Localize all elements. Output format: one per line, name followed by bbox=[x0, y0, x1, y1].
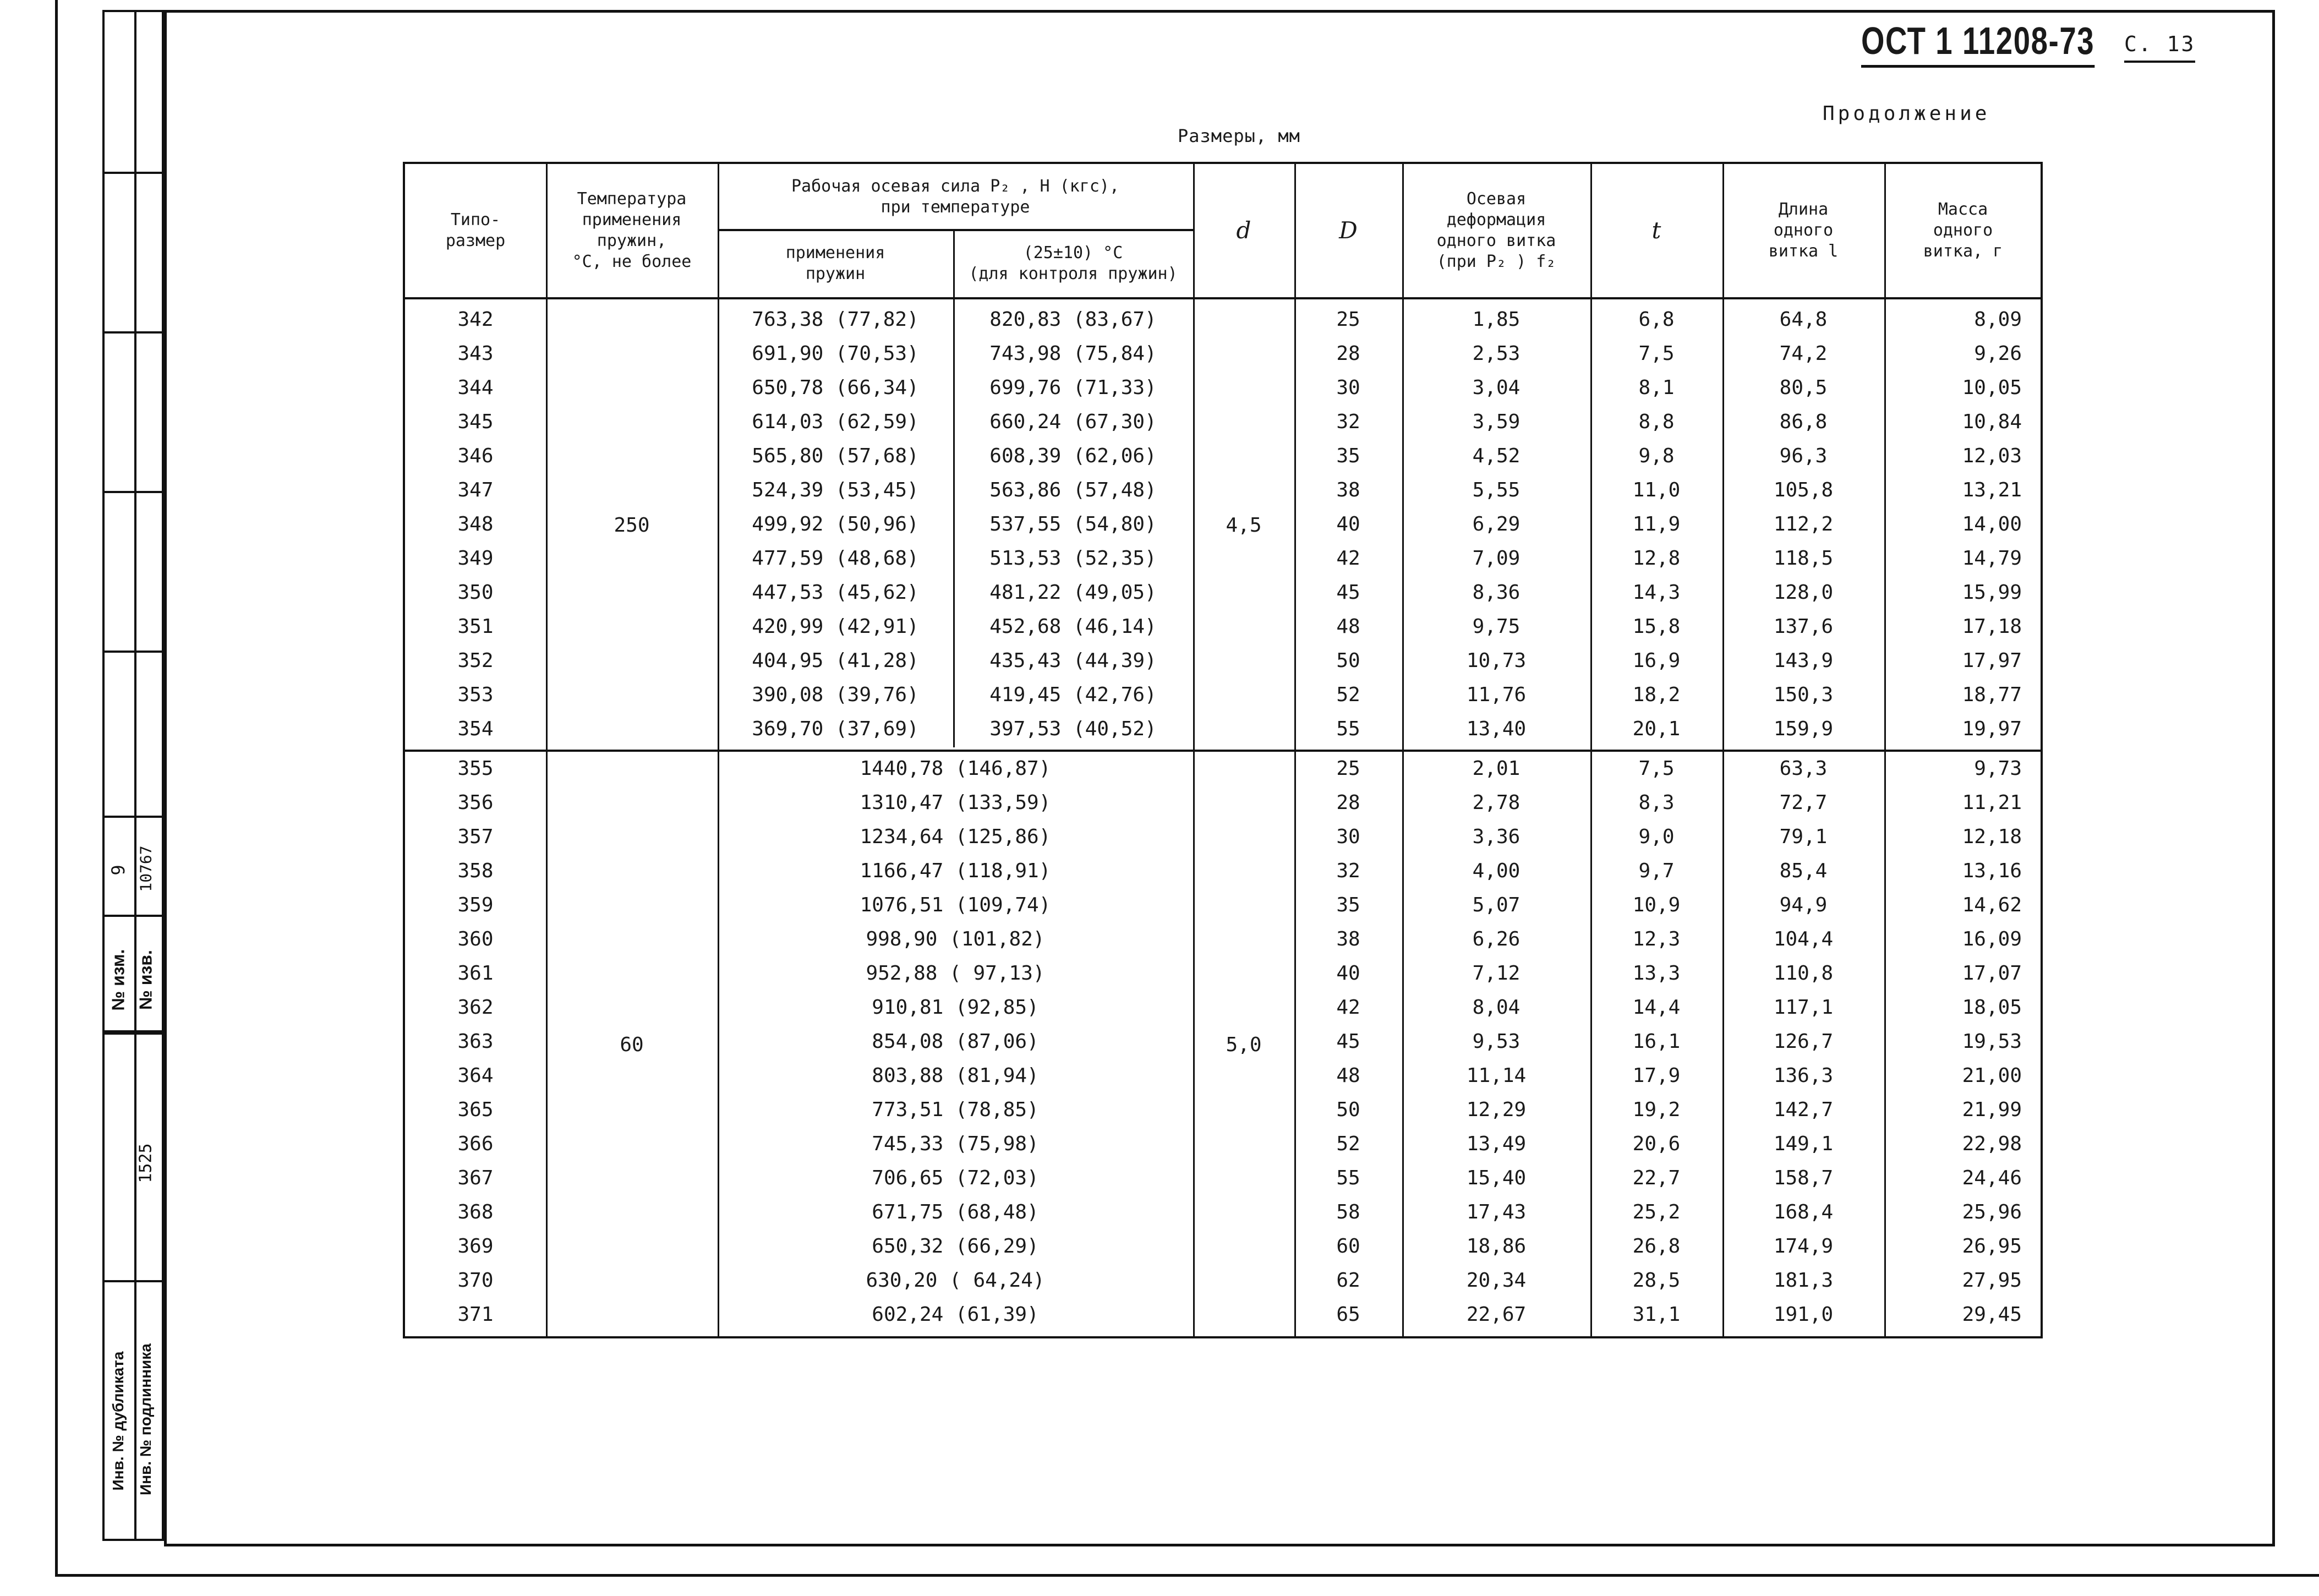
cell-length: 159,9 bbox=[1773, 718, 1834, 740]
cell-pitch: 19,2 bbox=[1632, 1098, 1681, 1121]
cell-force: 745,33 (75,98) bbox=[872, 1133, 1039, 1155]
cell-force: 602,24 (61,39) bbox=[872, 1303, 1039, 1326]
cell-force: 1310,47 (133,59) bbox=[860, 791, 1051, 814]
cell-deformation: 2,01 bbox=[1472, 757, 1521, 780]
cell-coil-diameter: 50 bbox=[1336, 1098, 1360, 1121]
cell-coil-diameter: 30 bbox=[1336, 826, 1360, 848]
stamp-strip-bottom bbox=[102, 1030, 164, 1541]
table-row bbox=[405, 1298, 2041, 1332]
cell-coil-diameter: 40 bbox=[1336, 962, 1360, 985]
cell-pitch: 20,6 bbox=[1632, 1133, 1681, 1155]
table-row bbox=[405, 991, 2041, 1025]
group-2-temperature: 60 bbox=[620, 1034, 644, 1056]
cell-pitch: 17,9 bbox=[1632, 1064, 1681, 1087]
cell-force: 630,20 ( 64,24) bbox=[866, 1269, 1045, 1292]
cell-type: 355 bbox=[457, 757, 494, 780]
cell-pitch: 7,5 bbox=[1638, 757, 1675, 780]
cell-pitch: 13,3 bbox=[1632, 962, 1681, 985]
cell-force-use: 763,38 (77,82) bbox=[752, 308, 919, 331]
cell-deformation: 15,40 bbox=[1466, 1167, 1527, 1189]
cell-mass: 24,46 bbox=[1962, 1167, 2022, 1189]
cell-pitch: 16,9 bbox=[1632, 649, 1681, 672]
cell-force-use: 447,53 (45,62) bbox=[752, 581, 919, 604]
cell-length: 149,1 bbox=[1773, 1133, 1834, 1155]
cell-type: 371 bbox=[457, 1303, 494, 1326]
dimensions-note: Размеры, мм bbox=[1178, 125, 1300, 146]
header-type: Типо- размер bbox=[445, 210, 506, 250]
cell-type: 346 bbox=[457, 445, 494, 467]
cell-force: 910,81 (92,85) bbox=[872, 996, 1039, 1019]
cell-length: 79,1 bbox=[1779, 826, 1828, 848]
header-D: D bbox=[1339, 217, 1358, 244]
cell-force-use: 650,78 (66,34) bbox=[752, 376, 919, 399]
cell-mass: 18,77 bbox=[1962, 684, 2022, 706]
notice-number-label: № изв. bbox=[135, 950, 156, 1010]
cell-coil-diameter: 28 bbox=[1336, 791, 1360, 814]
cell-type: 344 bbox=[457, 376, 494, 399]
cell-force-use: 565,80 (57,68) bbox=[752, 445, 919, 467]
cell-force-use: 404,95 (41,28) bbox=[752, 649, 919, 672]
cell-mass: 13,16 bbox=[1962, 860, 2022, 882]
cell-pitch: 25,2 bbox=[1632, 1201, 1681, 1223]
cell-mass: 21,99 bbox=[1962, 1098, 2022, 1121]
group-2-wire-diameter: 5,0 bbox=[1226, 1034, 1262, 1056]
cell-length: 112,2 bbox=[1773, 513, 1834, 535]
table-row bbox=[405, 956, 2041, 991]
cell-length: 137,6 bbox=[1773, 615, 1834, 638]
cell-mass: 8,09 bbox=[1974, 308, 2022, 331]
cell-deformation: 3,04 bbox=[1472, 376, 1521, 399]
cell-deformation: 7,12 bbox=[1472, 962, 1521, 985]
cell-length: 168,4 bbox=[1773, 1201, 1834, 1223]
inventory-number: 1525 bbox=[136, 1143, 156, 1183]
cell-type: 367 bbox=[457, 1167, 494, 1189]
cell-deformation: 5,55 bbox=[1472, 479, 1521, 501]
cell-pitch: 18,2 bbox=[1632, 684, 1681, 706]
cell-mass: 21,00 bbox=[1962, 1064, 2022, 1087]
cell-pitch: 11,0 bbox=[1632, 479, 1681, 501]
table-row bbox=[405, 371, 2041, 405]
table-row bbox=[405, 644, 2041, 678]
notice-number: 10767 bbox=[136, 845, 155, 892]
cell-length: 126,7 bbox=[1773, 1030, 1834, 1053]
cell-mass: 9,26 bbox=[1974, 342, 2022, 365]
cell-deformation: 4,00 bbox=[1472, 860, 1521, 882]
cell-force-use: 499,92 (50,96) bbox=[752, 513, 919, 535]
cell-force: 1076,51 (109,74) bbox=[860, 894, 1051, 916]
cell-length: 85,4 bbox=[1779, 860, 1828, 882]
cell-type: 353 bbox=[457, 684, 494, 706]
page-border-left bbox=[55, 0, 58, 1575]
cell-force-use: 369,70 (37,69) bbox=[752, 718, 919, 740]
cell-type: 358 bbox=[457, 860, 494, 882]
header-force-group: Рабочая осевая сила P₂ , Н (кгс), при температуре bbox=[791, 177, 1120, 217]
cell-length: 72,7 bbox=[1779, 791, 1828, 814]
cell-type: 352 bbox=[457, 649, 494, 672]
cell-type: 360 bbox=[457, 928, 494, 950]
cell-length: 104,4 bbox=[1773, 928, 1834, 950]
cell-coil-diameter: 35 bbox=[1336, 445, 1360, 467]
cell-pitch: 22,7 bbox=[1632, 1167, 1681, 1189]
table-row bbox=[405, 922, 2041, 956]
page-border-bottom bbox=[55, 1574, 2319, 1577]
cell-deformation: 11,76 bbox=[1466, 684, 1527, 706]
cell-force: 952,88 ( 97,13) bbox=[866, 962, 1045, 985]
cell-mass: 17,97 bbox=[1962, 649, 2022, 672]
cell-type: 361 bbox=[457, 962, 494, 985]
cell-coil-diameter: 25 bbox=[1336, 757, 1360, 780]
cell-mass: 27,95 bbox=[1962, 1269, 2022, 1292]
cell-deformation: 3,59 bbox=[1472, 411, 1521, 433]
cell-deformation: 20,34 bbox=[1466, 1269, 1527, 1292]
cell-mass: 16,09 bbox=[1962, 928, 2022, 950]
header-force-use: применения пружин bbox=[785, 243, 885, 283]
cell-coil-diameter: 38 bbox=[1336, 479, 1360, 501]
cell-pitch: 8,3 bbox=[1638, 791, 1675, 814]
cell-force-control: 563,86 (57,48) bbox=[989, 479, 1157, 501]
cell-pitch: 9,8 bbox=[1638, 445, 1675, 467]
cell-deformation: 2,53 bbox=[1472, 342, 1521, 365]
cell-force: 706,65 (72,03) bbox=[872, 1167, 1039, 1189]
cell-length: 191,0 bbox=[1773, 1303, 1834, 1326]
cell-mass: 10,05 bbox=[1962, 376, 2022, 399]
cell-coil-diameter: 55 bbox=[1336, 1167, 1360, 1189]
cell-length: 86,8 bbox=[1779, 411, 1828, 433]
cell-force-control: 419,45 (42,76) bbox=[989, 684, 1157, 706]
cell-pitch: 12,3 bbox=[1632, 928, 1681, 950]
cell-coil-diameter: 55 bbox=[1336, 718, 1360, 740]
cell-pitch: 10,9 bbox=[1632, 894, 1681, 916]
header-d: d bbox=[1236, 217, 1251, 244]
cell-length: 117,1 bbox=[1773, 996, 1834, 1019]
cell-type: 342 bbox=[457, 308, 494, 331]
cell-mass: 12,18 bbox=[1962, 826, 2022, 848]
table-row bbox=[405, 610, 2041, 644]
table-row bbox=[405, 542, 2041, 576]
cell-coil-diameter: 58 bbox=[1336, 1201, 1360, 1223]
spring-table bbox=[403, 162, 2043, 1338]
change-number-label: № изм. bbox=[108, 949, 128, 1011]
cell-deformation: 6,26 bbox=[1472, 928, 1521, 950]
cell-type: 356 bbox=[457, 791, 494, 814]
cell-deformation: 17,43 bbox=[1466, 1201, 1527, 1223]
cell-mass: 25,96 bbox=[1962, 1201, 2022, 1223]
table-row bbox=[405, 854, 2041, 888]
cell-pitch: 6,8 bbox=[1638, 308, 1675, 331]
cell-force-control: 435,43 (44,39) bbox=[989, 649, 1157, 672]
table-row bbox=[405, 1264, 2041, 1298]
cell-mass: 11,21 bbox=[1962, 791, 2022, 814]
table-row bbox=[405, 1025, 2041, 1059]
cell-force-control: 397,53 (40,52) bbox=[989, 718, 1157, 740]
table-row bbox=[405, 1229, 2041, 1264]
cell-coil-diameter: 52 bbox=[1336, 1133, 1360, 1155]
table-row bbox=[405, 507, 2041, 542]
cell-mass: 19,53 bbox=[1962, 1030, 2022, 1053]
header-t: t bbox=[1651, 217, 1661, 244]
cell-force-control: 699,76 (71,33) bbox=[989, 376, 1157, 399]
cell-type: 364 bbox=[457, 1064, 494, 1087]
cell-type: 366 bbox=[457, 1133, 494, 1155]
cell-type: 351 bbox=[457, 615, 494, 638]
cell-type: 348 bbox=[457, 513, 494, 535]
cell-force: 1234,64 (125,86) bbox=[860, 826, 1051, 848]
cell-coil-diameter: 35 bbox=[1336, 894, 1360, 916]
cell-force: 803,88 (81,94) bbox=[872, 1064, 1039, 1087]
cell-pitch: 9,7 bbox=[1638, 860, 1675, 882]
cell-force-control: 608,39 (62,06) bbox=[989, 445, 1157, 467]
cell-pitch: 28,5 bbox=[1632, 1269, 1681, 1292]
cell-coil-diameter: 42 bbox=[1336, 996, 1360, 1019]
cell-force-use: 390,08 (39,76) bbox=[752, 684, 919, 706]
cell-pitch: 9,0 bbox=[1638, 826, 1675, 848]
cell-coil-diameter: 48 bbox=[1336, 615, 1360, 638]
cell-pitch: 31,1 bbox=[1632, 1303, 1681, 1326]
cell-mass: 18,05 bbox=[1962, 996, 2022, 1019]
cell-coil-diameter: 50 bbox=[1336, 649, 1360, 672]
cell-pitch: 7,5 bbox=[1638, 342, 1675, 365]
cell-pitch: 20,1 bbox=[1632, 718, 1681, 740]
cell-pitch: 15,8 bbox=[1632, 615, 1681, 638]
cell-coil-diameter: 48 bbox=[1336, 1064, 1360, 1087]
cell-deformation: 22,67 bbox=[1466, 1303, 1527, 1326]
header-force-control: (25±10) °С (для контроля пружин) bbox=[969, 243, 1178, 283]
header-length: Длина одного витка l bbox=[1768, 200, 1839, 261]
table-row bbox=[405, 1093, 2041, 1127]
cell-force-control: 660,24 (67,30) bbox=[989, 411, 1157, 433]
cell-type: 347 bbox=[457, 479, 494, 501]
cell-deformation: 13,49 bbox=[1466, 1133, 1527, 1155]
cell-pitch: 8,1 bbox=[1638, 376, 1675, 399]
table-row bbox=[405, 303, 2041, 337]
cell-length: 110,8 bbox=[1773, 962, 1834, 985]
cell-force-control: 481,22 (49,05) bbox=[989, 581, 1157, 604]
cell-pitch: 14,4 bbox=[1632, 996, 1681, 1019]
cell-force: 650,32 (66,29) bbox=[872, 1235, 1039, 1258]
cell-mass: 14,62 bbox=[1962, 894, 2022, 916]
cell-deformation: 13,40 bbox=[1466, 718, 1527, 740]
table-row bbox=[405, 1161, 2041, 1195]
cell-deformation: 9,75 bbox=[1472, 615, 1521, 638]
table-row bbox=[405, 1059, 2041, 1093]
table-row bbox=[405, 712, 2041, 746]
cell-coil-diameter: 25 bbox=[1336, 308, 1360, 331]
cell-deformation: 12,29 bbox=[1466, 1098, 1527, 1121]
cell-type: 363 bbox=[457, 1030, 494, 1053]
cell-length: 63,3 bbox=[1779, 757, 1828, 780]
group-1-wire-diameter: 4,5 bbox=[1226, 514, 1262, 537]
cell-force-use: 420,99 (42,91) bbox=[752, 615, 919, 638]
continuation-label: Продолжение bbox=[1823, 102, 1990, 125]
cell-length: 94,9 bbox=[1779, 894, 1828, 916]
cell-deformation: 8,04 bbox=[1472, 996, 1521, 1019]
cell-force: 1440,78 (146,87) bbox=[860, 757, 1051, 780]
original-inv-label: Инв. № подлинника bbox=[137, 1343, 154, 1495]
cell-type: 354 bbox=[457, 718, 494, 740]
cell-force: 773,51 (78,85) bbox=[872, 1098, 1039, 1121]
header-temperature: Температура применения пружин, °С, не более bbox=[572, 189, 692, 271]
cell-deformation: 6,29 bbox=[1472, 513, 1521, 535]
duplicate-inv-label: Инв. № дубликата bbox=[110, 1351, 127, 1491]
header-mass: Масса одного витка, г bbox=[1923, 200, 2003, 261]
header-deformation: Осевая деформация одного витка (при P₂ ) f₂ bbox=[1436, 189, 1556, 271]
cell-coil-diameter: 60 bbox=[1336, 1235, 1360, 1258]
cell-force-control: 743,98 (75,84) bbox=[989, 342, 1157, 365]
stamp-strip-top bbox=[102, 10, 164, 1035]
table-row bbox=[405, 1127, 2041, 1161]
cell-mass: 14,79 bbox=[1962, 547, 2022, 570]
cell-length: 181,3 bbox=[1773, 1269, 1834, 1292]
cell-coil-diameter: 45 bbox=[1336, 1030, 1360, 1053]
cell-type: 370 bbox=[457, 1269, 494, 1292]
cell-coil-diameter: 42 bbox=[1336, 547, 1360, 570]
cell-coil-diameter: 32 bbox=[1336, 860, 1360, 882]
table-row bbox=[405, 439, 2041, 473]
cell-length: 128,0 bbox=[1773, 581, 1834, 604]
table-row bbox=[405, 473, 2041, 507]
cell-pitch: 8,8 bbox=[1638, 411, 1675, 433]
cell-mass: 13,21 bbox=[1962, 479, 2022, 501]
cell-deformation: 4,52 bbox=[1472, 445, 1521, 467]
cell-mass: 17,18 bbox=[1962, 615, 2022, 638]
cell-deformation: 18,86 bbox=[1466, 1235, 1527, 1258]
cell-coil-diameter: 28 bbox=[1336, 342, 1360, 365]
cell-deformation: 9,53 bbox=[1472, 1030, 1521, 1053]
cell-length: 142,7 bbox=[1773, 1098, 1834, 1121]
cell-force-use: 524,39 (53,45) bbox=[752, 479, 919, 501]
cell-pitch: 11,9 bbox=[1632, 513, 1681, 535]
cell-force-use: 477,59 (48,68) bbox=[752, 547, 919, 570]
cell-type: 365 bbox=[457, 1098, 494, 1121]
cell-mass: 19,97 bbox=[1962, 718, 2022, 740]
cell-type: 368 bbox=[457, 1201, 494, 1223]
cell-coil-diameter: 45 bbox=[1336, 581, 1360, 604]
table-row bbox=[405, 1195, 2041, 1229]
cell-type: 357 bbox=[457, 826, 494, 848]
cell-force-control: 513,53 (52,35) bbox=[989, 547, 1157, 570]
cell-deformation: 5,07 bbox=[1472, 894, 1521, 916]
cell-length: 150,3 bbox=[1773, 684, 1834, 706]
cell-deformation: 3,36 bbox=[1472, 826, 1521, 848]
cell-length: 174,9 bbox=[1773, 1235, 1834, 1258]
change-number: 9 bbox=[108, 865, 129, 876]
cell-length: 158,7 bbox=[1773, 1167, 1834, 1189]
table-row bbox=[405, 405, 2041, 439]
cell-coil-diameter: 40 bbox=[1336, 513, 1360, 535]
table-row bbox=[405, 752, 2041, 786]
cell-deformation: 8,36 bbox=[1472, 581, 1521, 604]
group-1-temperature: 250 bbox=[614, 514, 650, 537]
cell-mass: 9,73 bbox=[1974, 757, 2022, 780]
cell-force: 998,90 (101,82) bbox=[866, 928, 1045, 950]
table-row bbox=[405, 337, 2041, 371]
cell-length: 74,2 bbox=[1779, 342, 1828, 365]
cell-type: 349 bbox=[457, 547, 494, 570]
cell-type: 345 bbox=[457, 411, 494, 433]
cell-coil-diameter: 52 bbox=[1336, 684, 1360, 706]
cell-length: 64,8 bbox=[1779, 308, 1828, 331]
cell-mass: 29,45 bbox=[1962, 1303, 2022, 1326]
cell-force: 1166,47 (118,91) bbox=[860, 860, 1051, 882]
cell-pitch: 16,1 bbox=[1632, 1030, 1681, 1053]
cell-pitch: 12,8 bbox=[1632, 547, 1681, 570]
cell-coil-diameter: 65 bbox=[1336, 1303, 1360, 1326]
cell-length: 80,5 bbox=[1779, 376, 1828, 399]
cell-mass: 22,98 bbox=[1962, 1133, 2022, 1155]
cell-force-use: 614,03 (62,59) bbox=[752, 411, 919, 433]
cell-force: 671,75 (68,48) bbox=[872, 1201, 1039, 1223]
cell-force-use: 691,90 (70,53) bbox=[752, 342, 919, 365]
cell-mass: 12,03 bbox=[1962, 445, 2022, 467]
cell-length: 96,3 bbox=[1779, 445, 1828, 467]
cell-force-control: 820,83 (83,67) bbox=[989, 308, 1157, 331]
cell-force: 854,08 (87,06) bbox=[872, 1030, 1039, 1053]
cell-deformation: 7,09 bbox=[1472, 547, 1521, 570]
table-row bbox=[405, 820, 2041, 854]
page-number: С. 13 bbox=[2124, 32, 2195, 63]
cell-force-control: 537,55 (54,80) bbox=[989, 513, 1157, 535]
document-code: ОСТ 1 11208-73 bbox=[1861, 19, 2094, 68]
table-row bbox=[405, 576, 2041, 610]
table-row bbox=[405, 678, 2041, 712]
cell-type: 362 bbox=[457, 996, 494, 1019]
cell-coil-diameter: 38 bbox=[1336, 928, 1360, 950]
cell-pitch: 26,8 bbox=[1632, 1235, 1681, 1258]
cell-type: 350 bbox=[457, 581, 494, 604]
cell-pitch: 14,3 bbox=[1632, 581, 1681, 604]
cell-length: 118,5 bbox=[1773, 547, 1834, 570]
cell-coil-diameter: 32 bbox=[1336, 411, 1360, 433]
cell-coil-diameter: 30 bbox=[1336, 376, 1360, 399]
cell-mass: 14,00 bbox=[1962, 513, 2022, 535]
cell-force-control: 452,68 (46,14) bbox=[989, 615, 1157, 638]
cell-mass: 15,99 bbox=[1962, 581, 2022, 604]
cell-length: 136,3 bbox=[1773, 1064, 1834, 1087]
cell-length: 105,8 bbox=[1773, 479, 1834, 501]
cell-deformation: 11,14 bbox=[1466, 1064, 1527, 1087]
cell-coil-diameter: 62 bbox=[1336, 1269, 1360, 1292]
cell-mass: 10,84 bbox=[1962, 411, 2022, 433]
cell-type: 343 bbox=[457, 342, 494, 365]
cell-deformation: 10,73 bbox=[1466, 649, 1527, 672]
cell-type: 369 bbox=[457, 1235, 494, 1258]
cell-length: 143,9 bbox=[1773, 649, 1834, 672]
cell-deformation: 1,85 bbox=[1472, 308, 1521, 331]
cell-mass: 17,07 bbox=[1962, 962, 2022, 985]
cell-type: 359 bbox=[457, 894, 494, 916]
cell-mass: 26,95 bbox=[1962, 1235, 2022, 1258]
table-row bbox=[405, 888, 2041, 922]
cell-deformation: 2,78 bbox=[1472, 791, 1521, 814]
table-row bbox=[405, 786, 2041, 820]
